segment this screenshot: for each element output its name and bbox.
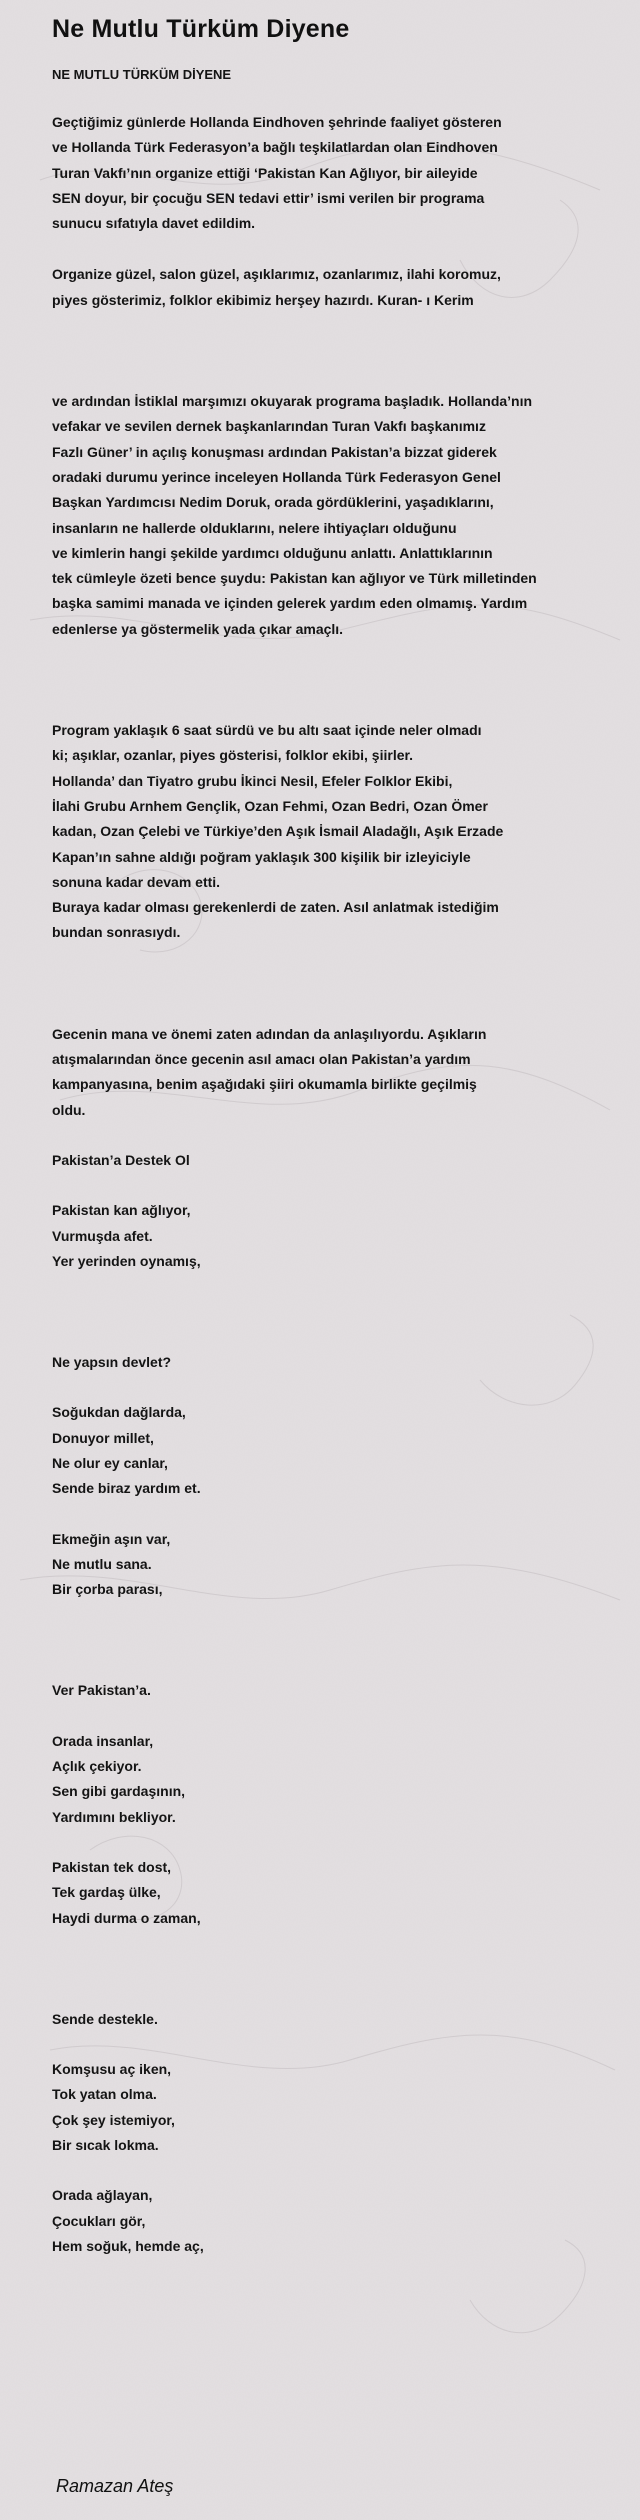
text-line: tek cümleyle özeti bence şuydu: Pakistan kan ağlıyor ve Türk milletinden xyxy=(52,570,537,587)
text-line: başka samimi manada ve içinden gelerek yardım eden olmamış. Yardım xyxy=(52,595,528,612)
text-line: oldu. xyxy=(52,1101,86,1118)
text-line: kampanyasına, benim aşağıdaki şiiri okumamla birlikte geçilmiş xyxy=(52,1076,477,1093)
paragraph xyxy=(52,1350,592,1375)
text-line: Tek gardaş ülke, xyxy=(52,1884,161,1901)
paragraph xyxy=(52,1729,592,1830)
text-line: Gecenin mana ve önemi zaten adından da anlaşılıyordu. Aşıkların xyxy=(52,1025,487,1042)
text-line: oradaki durumu yerince inceleyen Hollanda Türk Federasyon Genel xyxy=(52,468,501,485)
text-line: Pakistan tek dost, xyxy=(52,1858,172,1875)
text-line: atışmalarından önce gecenin asıl amacı olan Pakistan’a yardım xyxy=(52,1051,471,1068)
text-line: insanların ne hallerde olduklarını, nelere ihtiyaçları olduğunu xyxy=(52,519,457,536)
text-line: İlahi Grubu Arnhem Gençlik, Ozan Fehmi, Ozan Bedri, Ozan Ömer xyxy=(52,797,488,814)
paragraph xyxy=(52,2057,592,2158)
text-line: Ne mutlu sana. xyxy=(52,1555,152,1572)
text-line: ve kimlerin hangi şekilde yardımcı olduğunu anlattı. Anlattıklarının xyxy=(52,544,493,561)
text-line: Başkan Yardımcısı Nedim Doruk, orada gördüklerini, yaşadıklarını, xyxy=(52,494,494,511)
text-line: Yardımını bekliyor. xyxy=(52,1808,176,1825)
text-line: Soğukdan dağlarda, xyxy=(52,1404,186,1421)
text-line: ve ardından İstiklal marşımızı okuyarak programa başladık. Hollanda’nın xyxy=(52,393,533,410)
paragraph xyxy=(52,1148,592,1173)
text-line: kadan, Ozan Çelebi ve Türkiye’den Aşık İsmail Aladağlı, Aşık Erzade xyxy=(52,823,504,840)
text-line: sunucu sıfatıyla davet edildim. xyxy=(52,215,256,232)
text-line: Ne olur ey canlar, xyxy=(52,1454,168,1471)
text-line: Bir sıcak lokma. xyxy=(52,2137,159,2154)
text-line: vefakar ve sevilen dernek başkanlarından Turan Vakfı başkanımız xyxy=(52,418,486,435)
text-line: Hem soğuk, hemde aç, xyxy=(52,2237,204,2254)
text-line: Fazlı Güner’ in açılış konuşması ardından Pakistan’a bizzat giderek xyxy=(52,443,497,460)
paragraph xyxy=(52,1400,592,1501)
text-line: Geçtiğimiz günlerde Hollanda Eindhoven şehrinde faaliyet gösteren xyxy=(52,114,502,130)
paragraph xyxy=(52,110,592,236)
text-line: Yer yerinden oynamış, xyxy=(52,1252,201,1269)
text-line: Organize güzel, salon güzel, aşıklarımız, ozanlarımız, ilahi koromuz, xyxy=(52,266,501,283)
text-line: Turan Vakfı’nın organize ettiği ‘Pakistan Kan Ağlıyor, bir aileyide xyxy=(52,164,478,181)
article-body xyxy=(52,110,592,2259)
text-line: Ne yapsın devlet? xyxy=(52,1354,172,1371)
paragraph xyxy=(52,1855,592,1931)
author-signature: Ramazan Ateş xyxy=(56,2476,174,2496)
text-line: Açlık çekiyor. xyxy=(52,1758,142,1775)
text-line: Sende biraz yardım et. xyxy=(52,1480,201,1497)
text-line: Hollanda’ dan Tiyatro grubu İkinci Nesil, Efeler Folklor Ekibi, xyxy=(52,772,453,789)
text-line: Komşusu aç iken, xyxy=(52,2061,172,2078)
text-line: Vurmuşda afet. xyxy=(52,1227,153,1244)
text-line: Bir çorba parası, xyxy=(52,1581,163,1598)
text-line: Pakistan kan ağlıyor, xyxy=(52,1202,191,1219)
paragraph xyxy=(52,2007,592,2032)
text-line: Çok şey istemiyor, xyxy=(52,2111,175,2128)
text-line: Haydi durma o zaman, xyxy=(52,1909,201,1926)
text-line: Pakistan’a Destek Ol xyxy=(52,1151,190,1168)
text-line: Orada insanlar, xyxy=(52,1732,154,1749)
text-line: ki; aşıklar, ozanlar, piyes gösterisi, folklor ekibi, şiirler. xyxy=(52,747,414,764)
paragraph xyxy=(52,389,592,642)
paragraph xyxy=(52,1678,592,1703)
text-line: Sende destekle. xyxy=(52,2010,158,2027)
text-line: Donuyor millet, xyxy=(52,1429,154,1446)
paragraph xyxy=(52,1022,592,1123)
paragraph xyxy=(52,1198,592,1274)
text-line: Buraya kadar olması gerekenlerdi de zaten. Asıl anlatmak istediğim xyxy=(52,899,499,916)
paragraph xyxy=(52,718,592,946)
text-line: SEN doyur, bir çocuğu SEN tedavi ettir’ ismi verilen bir programa xyxy=(52,189,485,206)
text-line: piyes gösterimiz, folklor ekibimiz herşey hazırdı. Kuran- ı Kerim xyxy=(52,291,474,308)
text-line: ve Hollanda Türk Federasyon’a bağlı teşkilatlardan olan Eindhoven xyxy=(52,139,498,156)
text-line: Ver Pakistan’a. xyxy=(52,1682,151,1699)
paragraph xyxy=(52,2183,592,2259)
text-line: Kapan’ın sahne aldığı poğram yaklaşık 300 kişilik bir izleyiciyle xyxy=(52,848,471,865)
text-line: Ekmeğin aşın var, xyxy=(52,1530,171,1547)
article-subtitle: NE MUTLU TÜRKÜM DİYENE xyxy=(52,67,232,82)
text-line: edenlerse ya göstermelik yada çıkar amaçlı. xyxy=(52,620,344,637)
text-line: sonuna kadar devam etti. xyxy=(52,873,221,890)
text-line: Program yaklaşık 6 saat sürdü ve bu altı saat içinde neler olmadı xyxy=(52,722,482,739)
text-line: Tok yatan olma. xyxy=(52,2086,157,2103)
text-line: Orada ağlayan, xyxy=(52,2187,153,2204)
page-title: Ne Mutlu Türküm Diyene xyxy=(52,15,350,43)
text-line: Sen gibi gardaşının, xyxy=(52,1783,186,1800)
text-line: bundan sonrasıydı. xyxy=(52,924,181,941)
paragraph xyxy=(52,262,592,313)
paragraph xyxy=(52,1527,592,1603)
text-line: Çocukları gör, xyxy=(52,2212,146,2229)
